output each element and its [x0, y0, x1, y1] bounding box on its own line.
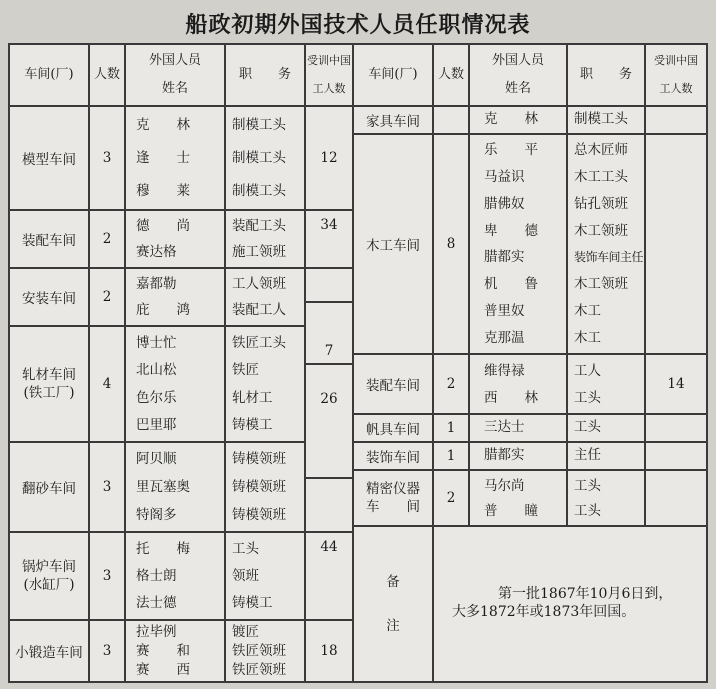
- names-assembly-right: 维得禄 西 林: [470, 355, 566, 413]
- count-assembly-right: 2: [434, 355, 468, 413]
- jobs-boiler: 工头 领班 铸模工: [226, 533, 304, 619]
- jobs-install: 工人领班 装配工人: [226, 269, 304, 325]
- header-workshop-right: 车间(厂): [354, 45, 432, 105]
- names-boiler: 托 梅 格士朗 法士德: [126, 533, 224, 619]
- job-decor: 主任: [568, 443, 644, 469]
- names-model: 克 林 逢 士 穆 莱: [126, 107, 224, 209]
- trained-forge: 18: [306, 621, 352, 681]
- workshop-boiler: 锅炉车间 (水缸厂): [10, 533, 88, 619]
- count-decor: 1: [434, 443, 468, 469]
- job-furniture: 制模工头: [568, 107, 644, 133]
- count-furniture-blank: [434, 107, 468, 133]
- workshop-forge: 小锻造车间: [10, 621, 88, 681]
- count-sand: 3: [90, 443, 124, 531]
- jobs-precision: 工头 工头: [568, 471, 644, 525]
- count-model: 3: [90, 107, 124, 209]
- count-forge: 3: [90, 621, 124, 681]
- name-sail: 三达士: [470, 415, 566, 441]
- header-count-right: 人数: [434, 45, 468, 105]
- trained-furniture-blank: [646, 107, 706, 133]
- jobs-rolling: 铁匠工头 铁匠 轧材工 铸模工: [226, 327, 304, 441]
- names-install: 嘉都勒 庇 鸿: [126, 269, 224, 325]
- names-sand: 阿贝顺 里瓦塞奥 特阁多: [126, 443, 224, 531]
- header-job-right: 职 务: [568, 45, 644, 105]
- workshop-rolling: 轧材车间 (铁工厂): [10, 327, 88, 441]
- names-rolling: 博士忙 北山松 色尔乐 巴里耶: [126, 327, 224, 441]
- workshop-assembly-right: 装配车间: [354, 355, 432, 413]
- trained-rolling-a: 7: [306, 303, 352, 363]
- workshop-install: 安装车间: [10, 269, 88, 325]
- header-trained: 受训中国 工人数: [306, 45, 352, 105]
- trained-precision-blank: [646, 471, 706, 525]
- header-job: 职 务: [226, 45, 304, 105]
- jobs-wood: 总木匠师 木工工头 钻孔领班 木工领班 装饰车间主任 木工领班 木工 木工: [568, 135, 644, 353]
- count-precision: 2: [434, 471, 468, 525]
- header-workshop: 车间(厂): [10, 45, 88, 105]
- count-boiler: 3: [90, 533, 124, 619]
- trained-boiler: 44: [306, 533, 352, 619]
- trained-install-blank: [306, 269, 352, 301]
- page-title: 船政初期外国技术人员任职情况表: [185, 13, 531, 38]
- names-wood: 乐 平 马益识 腊佛奴 卑 德 腊都实 机 鲁 普里奴 克那温: [470, 135, 566, 353]
- name-decor: 腊都实: [470, 443, 566, 469]
- header-names: 外国人员 姓名: [126, 45, 224, 105]
- names-assembly: 德 尚 赛达格: [126, 211, 224, 267]
- workshop-decor: 装饰车间: [354, 443, 432, 469]
- jobs-model: 制模工头 制模工头 制模工头: [226, 107, 304, 209]
- job-sail: 工头: [568, 415, 644, 441]
- trained-sail-blank: [646, 415, 706, 441]
- workshop-sail: 帆具车间: [354, 415, 432, 441]
- workshop-furniture: 家具车间: [354, 107, 432, 133]
- count-assembly: 2: [90, 211, 124, 267]
- jobs-assembly-right: 工人 工头: [568, 355, 644, 413]
- trained-wood-blank: [646, 135, 706, 353]
- count-sail: 1: [434, 415, 468, 441]
- trained-sand-blank: [306, 479, 352, 531]
- workshop-model: 模型车间: [10, 107, 88, 209]
- workshop-precision: 精密仪器 车 间: [354, 471, 432, 525]
- remark-text: 第一批1867年10月6日到， 大多1872年或1873年回国。: [434, 527, 706, 681]
- staff-table: [8, 43, 708, 683]
- header-names-right: 外国人员 姓名: [470, 45, 566, 105]
- workshop-sand: 翻砂车间: [10, 443, 88, 531]
- trained-assembly-right: 14: [646, 355, 706, 413]
- jobs-forge: 镀匠 铁匠领班 铁匠领班: [226, 621, 304, 681]
- workshop-wood: 木工车间: [354, 135, 432, 353]
- count-wood: 8: [434, 135, 468, 353]
- jobs-sand: 铸模领班 铸模领班 铸模领班: [226, 443, 304, 531]
- count-install: 2: [90, 269, 124, 325]
- workshop-assembly: 装配车间: [10, 211, 88, 267]
- names-precision: 马尔尚 普 瞳: [470, 471, 566, 525]
- jobs-assembly: 装配工头 施工领班: [226, 211, 304, 267]
- names-forge: 拉毕例 赛 和 赛 西: [126, 621, 224, 681]
- header-trained-right: 受训中国 工人数: [646, 45, 706, 105]
- count-rolling: 4: [90, 327, 124, 441]
- trained-model: 12: [306, 107, 352, 209]
- remark-label: 备 注: [354, 527, 432, 681]
- trained-rolling-b: 26: [306, 365, 352, 477]
- header-count: 人数: [90, 45, 124, 105]
- name-furniture: 克 林: [470, 107, 566, 133]
- trained-assembly: 34: [306, 211, 352, 267]
- trained-decor-blank: [646, 443, 706, 469]
